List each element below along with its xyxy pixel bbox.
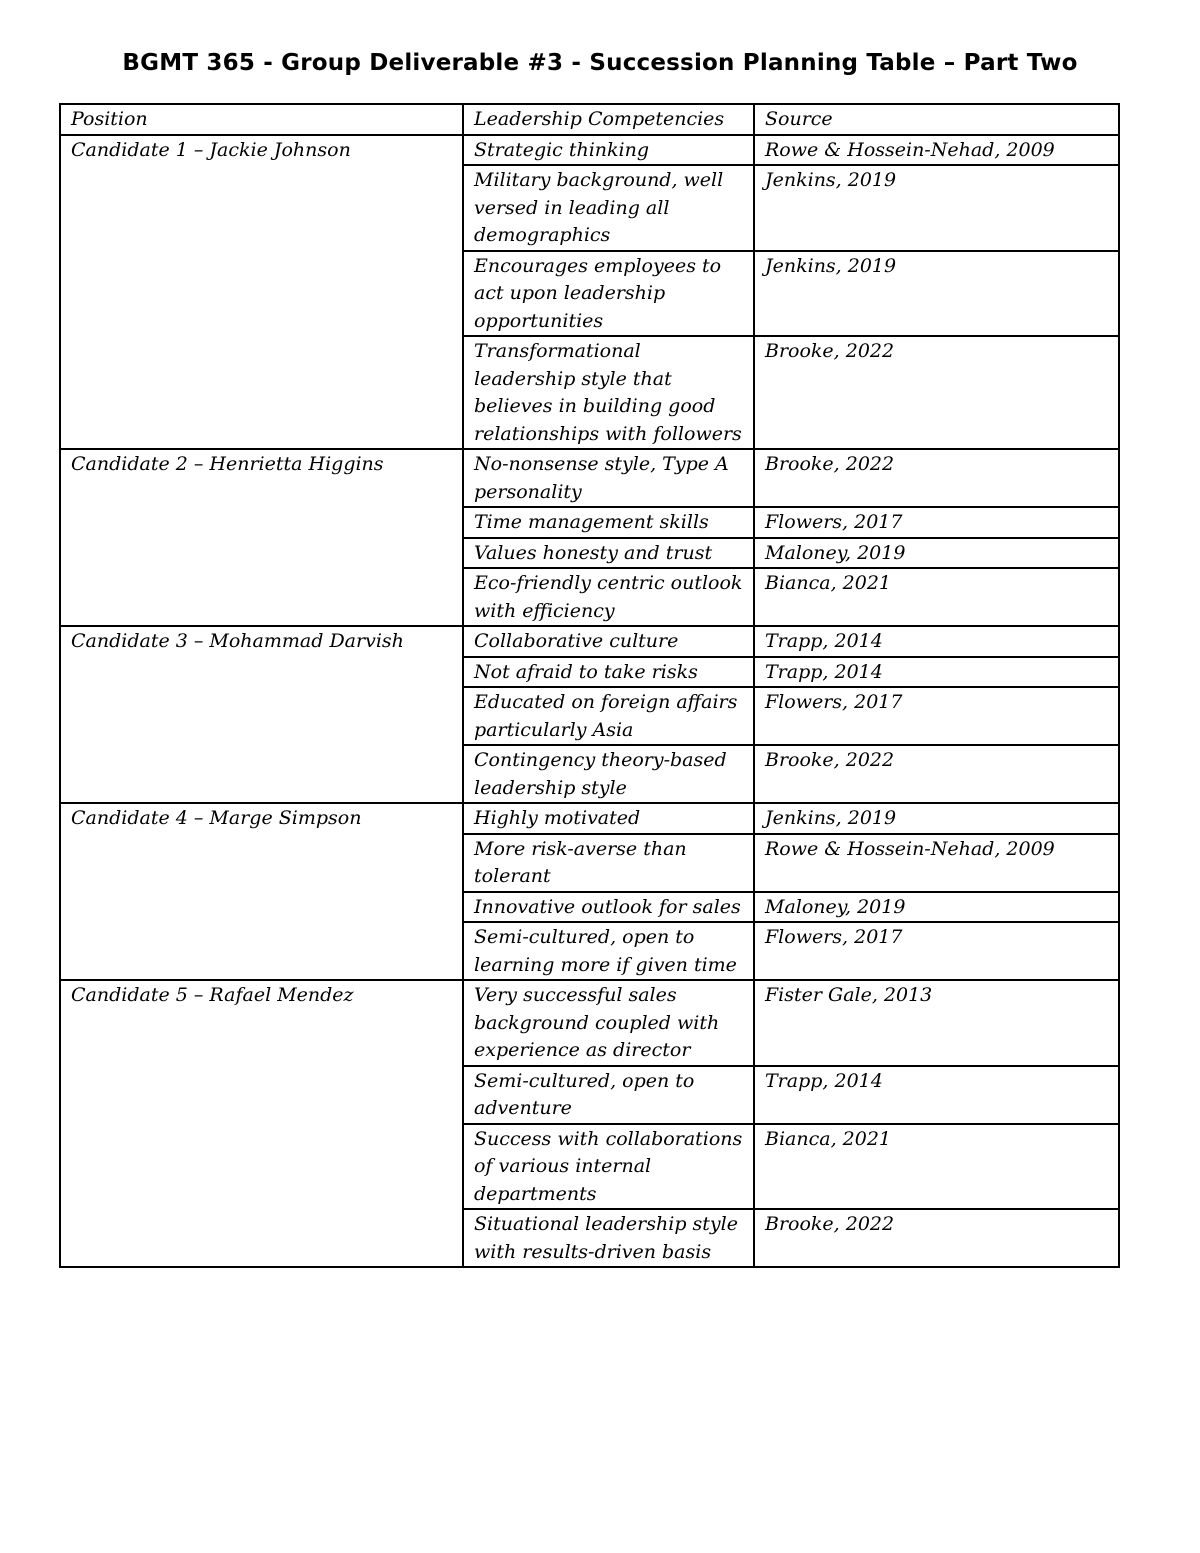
competency-cell: Innovative outlook for sales xyxy=(463,892,754,923)
source-cell: Jenkins, 2019 xyxy=(754,251,1119,337)
source-cell: Trapp, 2014 xyxy=(754,626,1119,657)
table-row xyxy=(60,626,1119,657)
competency-cell: No-nonsense style, Type A personality xyxy=(463,449,754,507)
competency-cell: Highly motivated xyxy=(463,803,754,834)
table-row xyxy=(60,980,1119,1066)
competency-cell: Eco-friendly centric outlook with efficiency xyxy=(463,568,754,626)
table-row xyxy=(60,449,1119,507)
source-cell: Fister Gale, 2013 xyxy=(754,980,1119,1066)
table-header-row xyxy=(60,104,1119,135)
competency-cell: Strategic thinking xyxy=(463,135,754,166)
source-cell: Brooke, 2022 xyxy=(754,449,1119,507)
competency-cell: Transformational leadership style that believes in building good relationships with followers xyxy=(463,336,754,449)
competency-cell: Encourages employees to act upon leadership opportunities xyxy=(463,251,754,337)
candidate-3-position: Candidate 3 – Mohammad Darvish xyxy=(60,626,463,803)
source-cell: Flowers, 2017 xyxy=(754,507,1119,538)
competency-cell: Very successful sales background coupled with experience as director xyxy=(463,980,754,1066)
header-position: Position xyxy=(60,104,463,135)
source-cell: Trapp, 2014 xyxy=(754,1066,1119,1124)
source-cell: Brooke, 2022 xyxy=(754,336,1119,449)
source-cell: Flowers, 2017 xyxy=(754,922,1119,980)
document-title: BGMT 365 - Group Deliverable #3 - Succession Planning Table – Part Two xyxy=(122,50,1078,76)
competency-cell: Not afraid to take risks xyxy=(463,657,754,688)
source-cell: Rowe & Hossein-Nehad, 2009 xyxy=(754,135,1119,166)
source-cell: Maloney, 2019 xyxy=(754,892,1119,923)
source-cell: Trapp, 2014 xyxy=(754,657,1119,688)
competency-cell: Military background, well versed in leading all demographics xyxy=(463,165,754,251)
source-cell: Jenkins, 2019 xyxy=(754,165,1119,251)
candidate-1-position: Candidate 1 – Jackie Johnson xyxy=(60,135,463,450)
competency-cell: Contingency theory-based leadership style xyxy=(463,745,754,803)
source-cell: Maloney, 2019 xyxy=(754,538,1119,569)
source-cell: Jenkins, 2019 xyxy=(754,803,1119,834)
competency-cell: Semi-cultured, open to learning more if given time xyxy=(463,922,754,980)
header-leadership-competencies: Leadership Competencies xyxy=(463,104,754,135)
candidate-5-position: Candidate 5 – Rafael Mendez xyxy=(60,980,463,1267)
header-source: Source xyxy=(754,104,1119,135)
competency-cell: Success with collaborations of various internal departments xyxy=(463,1124,754,1210)
competency-cell: Semi-cultured, open to adventure xyxy=(463,1066,754,1124)
source-cell: Bianca, 2021 xyxy=(754,1124,1119,1210)
candidate-4-position: Candidate 4 – Marge Simpson xyxy=(60,803,463,980)
succession-planning-table xyxy=(59,103,1120,1268)
competency-cell: Time management skills xyxy=(463,507,754,538)
source-cell: Brooke, 2022 xyxy=(754,1209,1119,1267)
competency-cell: Collaborative culture xyxy=(463,626,754,657)
table-row xyxy=(60,135,1119,166)
competency-cell: Values honesty and trust xyxy=(463,538,754,569)
source-cell: Bianca, 2021 xyxy=(754,568,1119,626)
source-cell: Rowe & Hossein-Nehad, 2009 xyxy=(754,834,1119,892)
competency-cell: Situational leadership style with results-driven basis xyxy=(463,1209,754,1267)
competency-cell: Educated on foreign affairs particularly Asia xyxy=(463,687,754,745)
source-cell: Brooke, 2022 xyxy=(754,745,1119,803)
candidate-2-position: Candidate 2 – Henrietta Higgins xyxy=(60,449,463,626)
competency-cell: More risk-averse than tolerant xyxy=(463,834,754,892)
table-row xyxy=(60,803,1119,834)
source-cell: Flowers, 2017 xyxy=(754,687,1119,745)
